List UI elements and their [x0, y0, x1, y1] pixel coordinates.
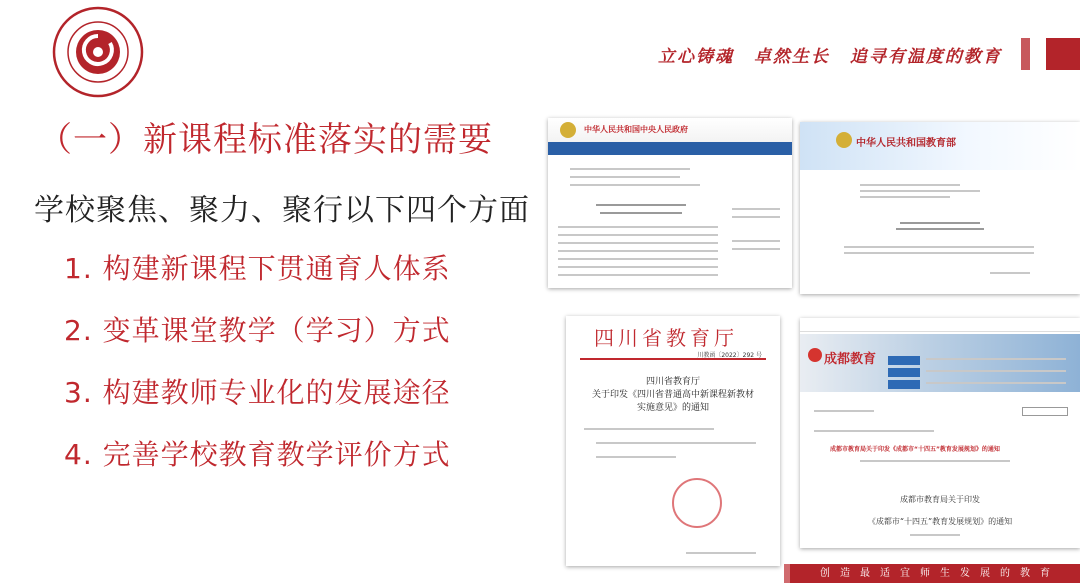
doc-content-line-1: 成都市教育局关于印发	[900, 495, 980, 504]
list-item-3: 3. 构建教师专业化的发展途径	[64, 376, 451, 409]
doc-brand: 成都教育	[824, 352, 877, 367]
doc-title-line-2: 关于印发《四川省普通高中新课程新教材	[591, 390, 754, 400]
doc-search-box	[1022, 407, 1068, 416]
doc-title-line-1: 四川省教育厅	[645, 377, 700, 387]
slogan-part-3: 追寻有温度的教育	[849, 47, 1002, 67]
doc-thumbnail-sichuan	[566, 316, 780, 566]
doc-site-title: 中华人民共和国中央人民政府	[584, 125, 688, 134]
doc-nav-bar	[548, 142, 792, 155]
section-heading: （一）新课程标准落实的需要	[38, 120, 493, 160]
doc-notice-title: 成都市教育局关于印发《成都市“十四五”教育发展规划》的通知	[830, 446, 1000, 453]
footer-slogan: 创造最适宜师生发展的教育	[790, 564, 1080, 583]
doc-nav-tab	[888, 380, 920, 389]
doc-org-title: 四川省教育厅	[594, 326, 738, 350]
slogan-part-1: 立心铸魂	[658, 47, 734, 67]
header-accent-bar	[1046, 38, 1080, 70]
doc-content-line-2: 《成都市“十四五”教育发展规划》的通知	[867, 517, 1013, 526]
official-seal-icon	[672, 478, 722, 528]
list-item-2: 2. 变革课堂教学（学习）方式	[64, 314, 451, 347]
doc-thumbnail-gov	[548, 118, 792, 288]
doc-header	[800, 318, 1080, 332]
header-accent-bar-light	[1021, 38, 1030, 70]
doc-title-line-3: 实施意见》的通知	[636, 403, 709, 413]
doc-header	[800, 122, 1080, 170]
doc-nav-tab	[888, 368, 920, 377]
section-subheading: 学校聚焦、聚力、聚行以下四个方面	[34, 193, 530, 228]
list-item-1: 1. 构建新课程下贯通育人体系	[64, 252, 451, 285]
school-logo	[52, 6, 144, 98]
emblem-icon	[560, 122, 576, 138]
doc-site-title: 中华人民共和国教育部	[856, 138, 956, 149]
list-item-4: 4. 完善学校教育教学评价方式	[64, 438, 451, 471]
doc-header	[548, 118, 792, 142]
header-slogan	[658, 42, 1014, 67]
brand-icon	[808, 348, 822, 362]
doc-thumbnail-moe	[800, 122, 1080, 294]
slogan-part-2: 卓然生长	[753, 47, 830, 67]
doc-thumbnail-chengdu	[800, 318, 1080, 548]
doc-nav-tab	[888, 356, 920, 365]
emblem-icon	[836, 132, 852, 148]
doc-number: 川教函〔2022〕292 号	[697, 352, 762, 359]
